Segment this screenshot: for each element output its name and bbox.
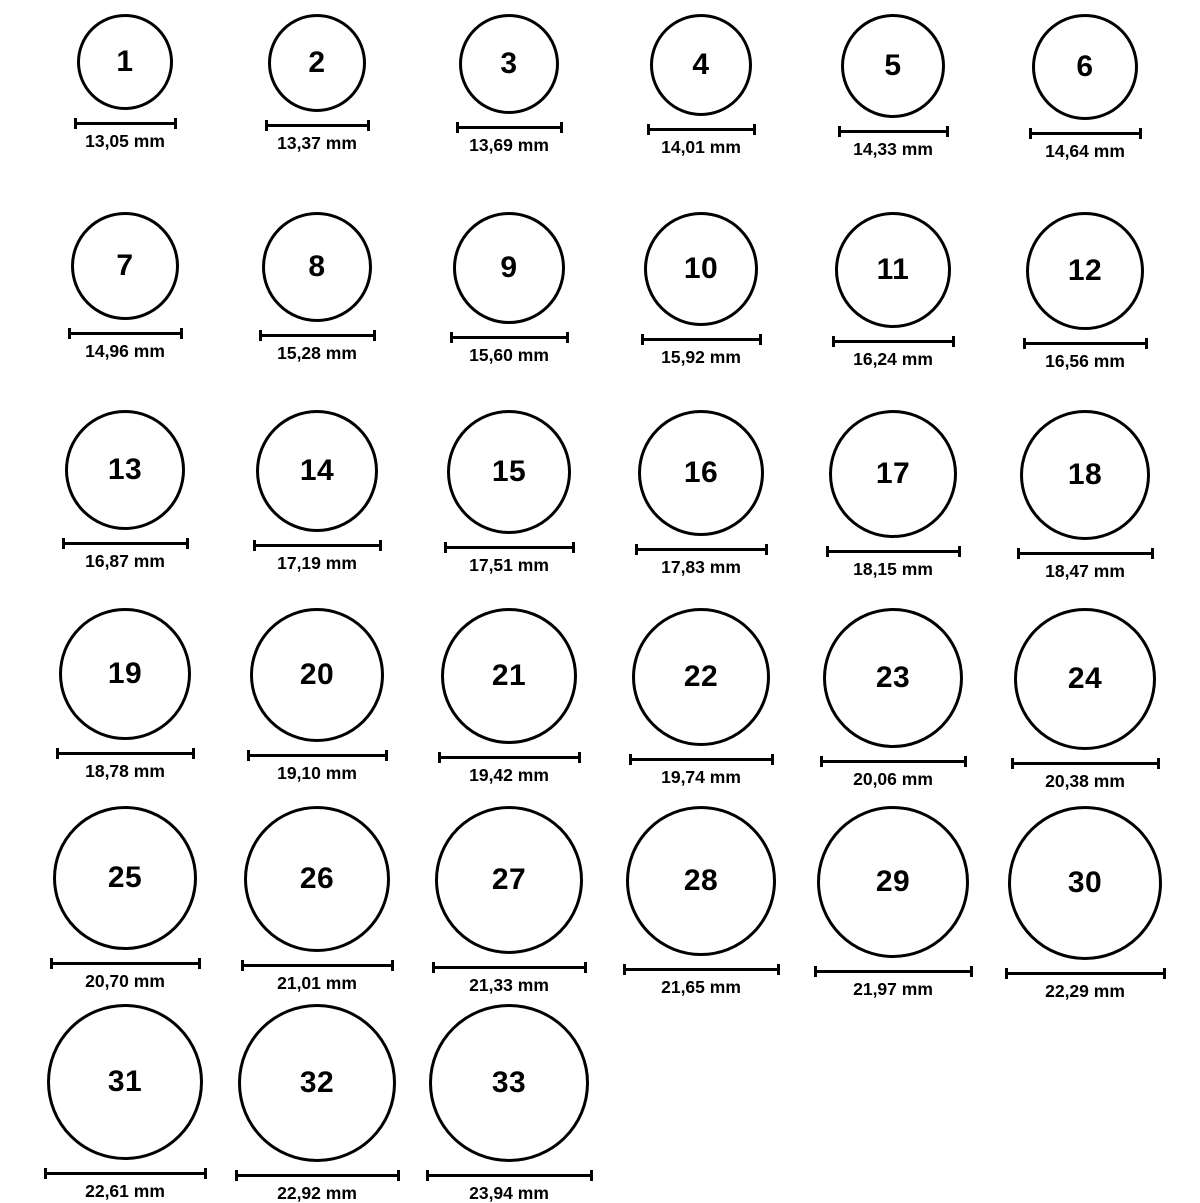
measure-bar-line: [265, 124, 370, 127]
ring-circle: [77, 14, 173, 110]
measure-bar-line: [62, 542, 189, 545]
ring-circle: [1014, 608, 1156, 750]
measure-bar-line: [635, 548, 768, 551]
ring-size-number: 32: [299, 1065, 335, 1099]
ring-size-cell: [414, 410, 604, 608]
diameter-measure: [820, 756, 967, 789]
ring-circle: [244, 806, 390, 952]
ring-size-cell: [30, 608, 220, 806]
measure-bar-line: [1023, 342, 1148, 345]
diameter-label: 18,78 mm: [85, 761, 165, 781]
ring-circle: [250, 608, 384, 742]
ring-circle: [435, 806, 583, 954]
diameter-label: 17,51 mm: [469, 555, 549, 575]
ring-size-cell: [30, 14, 220, 212]
diameter-measure: [1023, 338, 1148, 371]
ring-size-cell: [222, 608, 412, 806]
ring-size-number: 27: [491, 863, 527, 896]
ring-size-number: 2: [308, 46, 326, 79]
diameter-label: 22,92 mm: [277, 1182, 357, 1203]
ring-size-number: 33: [491, 1065, 527, 1099]
measure-bar-line: [1011, 762, 1160, 765]
ring-size-number: 7: [116, 249, 134, 282]
diameter-label: 15,92 mm: [661, 347, 741, 367]
measure-bar-icon: [450, 332, 569, 343]
measure-bar-icon: [641, 334, 762, 345]
measure-bar-icon: [265, 120, 370, 131]
ring-size-cell: [990, 14, 1180, 212]
measure-bar-line: [647, 128, 756, 131]
diameter-measure: [1017, 548, 1154, 581]
ring-size-cell: [414, 806, 604, 1004]
ring-size-cell: [30, 212, 220, 410]
ring-size-number: 19: [107, 657, 143, 690]
measure-bar-line: [838, 130, 949, 133]
ring-circle: [1008, 806, 1162, 960]
ring-size-number: 13: [107, 453, 143, 486]
measure-bar-icon: [814, 966, 973, 977]
ring-circle: [817, 806, 969, 958]
measure-bar-icon: [1017, 548, 1154, 559]
measure-bar-line: [444, 546, 575, 549]
ring-circle: [1020, 410, 1150, 540]
ring-size-number: 24: [1067, 662, 1103, 695]
diameter-measure: [56, 748, 195, 781]
diameter-label: 18,47 mm: [1045, 561, 1125, 581]
measure-bar-icon: [247, 750, 388, 761]
ring-size-number: 15: [491, 455, 527, 488]
measure-bar-icon: [1023, 338, 1148, 349]
ring-circle: [453, 212, 565, 324]
diameter-measure: [259, 330, 376, 363]
measure-bar-line: [629, 758, 774, 761]
diameter-label: 22,29 mm: [1045, 981, 1125, 1001]
measure-bar-line: [450, 336, 569, 339]
diameter-measure: [253, 540, 382, 573]
diameter-label: 15,28 mm: [277, 343, 357, 363]
measure-bar-line: [456, 126, 563, 129]
ring-size-cell: [222, 1004, 412, 1202]
ring-size-cell: [222, 212, 412, 410]
diameter-measure: [1005, 968, 1166, 1001]
ring-size-number: 10: [683, 252, 719, 285]
measure-bar-icon: [838, 126, 949, 137]
measure-bar-line: [1029, 132, 1142, 135]
diameter-label: 19,10 mm: [277, 763, 357, 783]
ring-circle: [626, 806, 776, 956]
diameter-measure: [832, 336, 955, 369]
ring-size-number: 23: [875, 661, 911, 694]
ring-circle: [1026, 212, 1144, 330]
ring-size-cell: [990, 212, 1180, 410]
measure-bar-icon: [623, 964, 780, 975]
measure-bar-icon: [44, 1168, 207, 1179]
measure-bar-icon: [820, 756, 967, 767]
diameter-measure: [50, 958, 201, 991]
ring-circle: [441, 608, 577, 744]
ring-size-cell: [606, 212, 796, 410]
measure-bar-line: [426, 1174, 593, 1177]
diameter-measure: [68, 328, 183, 361]
measure-bar-line: [235, 1174, 400, 1177]
measure-bar-icon: [438, 752, 581, 763]
ring-circle: [829, 410, 957, 538]
ring-size-cell: [798, 806, 988, 1004]
diameter-measure: [450, 332, 569, 365]
measure-bar-line: [253, 544, 382, 547]
ring-size-number: 26: [299, 862, 335, 895]
ring-size-number: 20: [299, 658, 335, 691]
measure-bar-line: [832, 340, 955, 343]
measure-bar-icon: [68, 328, 183, 339]
diameter-measure: [44, 1168, 207, 1201]
diameter-label: 17,19 mm: [277, 553, 357, 573]
ring-size-cell: [606, 806, 796, 1004]
ring-size-cell: [606, 14, 796, 212]
diameter-measure: [265, 120, 370, 153]
ring-circle: [447, 410, 571, 534]
diameter-measure: [814, 966, 973, 999]
diameter-label: 17,83 mm: [661, 557, 741, 577]
measure-bar-icon: [253, 540, 382, 551]
ring-size-cell: [222, 14, 412, 212]
measure-bar-line: [74, 122, 177, 125]
measure-bar-icon: [832, 336, 955, 347]
measure-bar-icon: [235, 1170, 400, 1181]
ring-size-cell: [798, 212, 988, 410]
ring-circle: [638, 410, 764, 536]
diameter-measure: [623, 964, 780, 997]
diameter-label: 16,87 mm: [85, 551, 165, 571]
measure-bar-icon: [259, 330, 376, 341]
ring-size-number: 31: [107, 1065, 143, 1098]
diameter-measure: [1029, 128, 1142, 161]
ring-size-cell: [798, 14, 988, 212]
ring-circle: [632, 608, 770, 746]
ring-size-cell: [414, 608, 604, 806]
measure-bar-icon: [629, 754, 774, 765]
ring-size-number: 16: [683, 456, 719, 489]
ring-size-number: 4: [692, 48, 710, 81]
ring-size-cell: [30, 410, 220, 608]
ring-circle: [262, 212, 372, 322]
ring-size-number: 21: [491, 659, 527, 692]
ring-size-number: 9: [500, 251, 518, 284]
measure-bar-line: [814, 970, 973, 973]
measure-bar-icon: [456, 122, 563, 133]
diameter-measure: [74, 118, 177, 151]
measure-bar-line: [259, 334, 376, 337]
diameter-label: 20,70 mm: [85, 971, 165, 991]
measure-bar-line: [623, 968, 780, 971]
measure-bar-line: [1017, 552, 1154, 555]
measure-bar-line: [241, 964, 394, 967]
ring-size-number: 5: [884, 49, 902, 82]
diameter-label: 18,15 mm: [853, 559, 933, 579]
measure-bar-icon: [635, 544, 768, 555]
ring-circle: [429, 1004, 589, 1162]
ring-circle: [53, 806, 197, 950]
ring-circle: [47, 1004, 203, 1160]
diameter-measure: [62, 538, 189, 571]
diameter-measure: [444, 542, 575, 575]
measure-bar-icon: [62, 538, 189, 549]
diameter-measure: [456, 122, 563, 155]
ring-size-number: 29: [875, 865, 911, 898]
measure-bar-line: [820, 760, 967, 763]
ring-size-cell: [798, 410, 988, 608]
diameter-label: 21,33 mm: [469, 975, 549, 995]
diameter-label: 19,74 mm: [661, 767, 741, 787]
ring-size-cell: [222, 410, 412, 608]
ring-size-cell: [798, 608, 988, 806]
ring-size-cell: [414, 1004, 604, 1202]
measure-bar-icon: [56, 748, 195, 759]
measure-bar-icon: [432, 962, 587, 973]
measure-bar-line: [68, 332, 183, 335]
ring-size-cell: [414, 212, 604, 410]
measure-bar-line: [432, 966, 587, 969]
ring-size-cell: [990, 806, 1180, 1004]
measure-bar-line: [247, 754, 388, 757]
diameter-label: 20,38 mm: [1045, 771, 1125, 791]
diameter-label: 21,01 mm: [277, 973, 357, 993]
ring-circle: [268, 14, 366, 112]
measure-bar-icon: [1011, 758, 1160, 769]
diameter-label: 13,37 mm: [277, 133, 357, 153]
measure-bar-line: [1005, 972, 1166, 975]
diameter-measure: [438, 752, 581, 785]
ring-circle: [644, 212, 758, 326]
measure-bar-line: [826, 550, 961, 553]
ring-size-number: 6: [1076, 50, 1094, 83]
diameter-measure: [826, 546, 961, 579]
ring-size-number: 25: [107, 861, 143, 894]
ring-circle: [71, 212, 179, 320]
measure-bar-line: [641, 338, 762, 341]
diameter-measure: [635, 544, 768, 577]
diameter-label: 14,96 mm: [85, 341, 165, 361]
diameter-measure: [432, 962, 587, 995]
ring-size-cell: [414, 14, 604, 212]
measure-bar-icon: [1029, 128, 1142, 139]
diameter-measure: [247, 750, 388, 783]
diameter-measure: [647, 124, 756, 157]
ring-size-cell: [222, 806, 412, 1004]
measure-bar-icon: [50, 958, 201, 969]
diameter-measure: [629, 754, 774, 787]
diameter-label: 23,94 mm: [469, 1182, 549, 1203]
diameter-measure: [426, 1170, 593, 1203]
diameter-label: 19,42 mm: [469, 765, 549, 785]
diameter-measure: [235, 1170, 400, 1203]
diameter-label: 13,69 mm: [469, 135, 549, 155]
measure-bar-icon: [426, 1170, 593, 1181]
ring-size-number: 22: [683, 660, 719, 693]
ring-size-cell: [30, 806, 220, 1004]
ring-circle: [1032, 14, 1138, 120]
ring-size-number: 28: [683, 864, 719, 897]
measure-bar-line: [44, 1172, 207, 1175]
diameter-measure: [1011, 758, 1160, 791]
measure-bar-line: [50, 962, 201, 965]
ring-size-cell: [990, 410, 1180, 608]
ring-size-number: 8: [308, 250, 326, 283]
ring-size-number: 18: [1067, 458, 1103, 491]
ring-circle: [841, 14, 945, 118]
ring-circle: [65, 410, 185, 530]
diameter-label: 16,56 mm: [1045, 351, 1125, 371]
ring-size-number: 1: [116, 45, 134, 78]
diameter-label: 15,60 mm: [469, 345, 549, 365]
measure-bar-line: [56, 752, 195, 755]
ring-size-number: 17: [875, 457, 911, 490]
ring-circle: [59, 608, 191, 740]
measure-bar-icon: [241, 960, 394, 971]
measure-bar-line: [438, 756, 581, 759]
diameter-label: 21,97 mm: [853, 979, 933, 999]
diameter-label: 22,61 mm: [85, 1181, 165, 1201]
diameter-label: 14,64 mm: [1045, 141, 1125, 161]
ring-size-cell: [606, 410, 796, 608]
diameter-label: 16,24 mm: [853, 349, 933, 369]
ring-size-number: 14: [299, 454, 335, 487]
measure-bar-icon: [647, 124, 756, 135]
ring-size-number: 11: [876, 253, 910, 286]
diameter-label: 20,06 mm: [853, 769, 933, 789]
ring-size-cell: [30, 1004, 220, 1202]
diameter-measure: [241, 960, 394, 993]
diameter-label: 14,33 mm: [853, 139, 933, 159]
diameter-measure: [838, 126, 949, 159]
measure-bar-icon: [1005, 968, 1166, 979]
ring-size-number: 3: [500, 47, 518, 80]
ring-size-number: 12: [1067, 254, 1103, 287]
diameter-measure: [641, 334, 762, 367]
ring-circle: [459, 14, 559, 114]
ring-size-cell: [606, 608, 796, 806]
diameter-label: 13,05 mm: [85, 131, 165, 151]
ring-size-number: 30: [1067, 866, 1103, 899]
diameter-label: 14,01 mm: [661, 137, 741, 157]
ring-circle: [835, 212, 951, 328]
measure-bar-icon: [444, 542, 575, 553]
ring-circle: [650, 14, 752, 116]
ring-circle: [238, 1004, 396, 1162]
ring-circle: [823, 608, 963, 748]
ring-circle: [256, 410, 378, 532]
measure-bar-icon: [826, 546, 961, 557]
diameter-label: 21,65 mm: [661, 977, 741, 997]
measure-bar-icon: [74, 118, 177, 129]
ring-size-cell: [990, 608, 1180, 806]
